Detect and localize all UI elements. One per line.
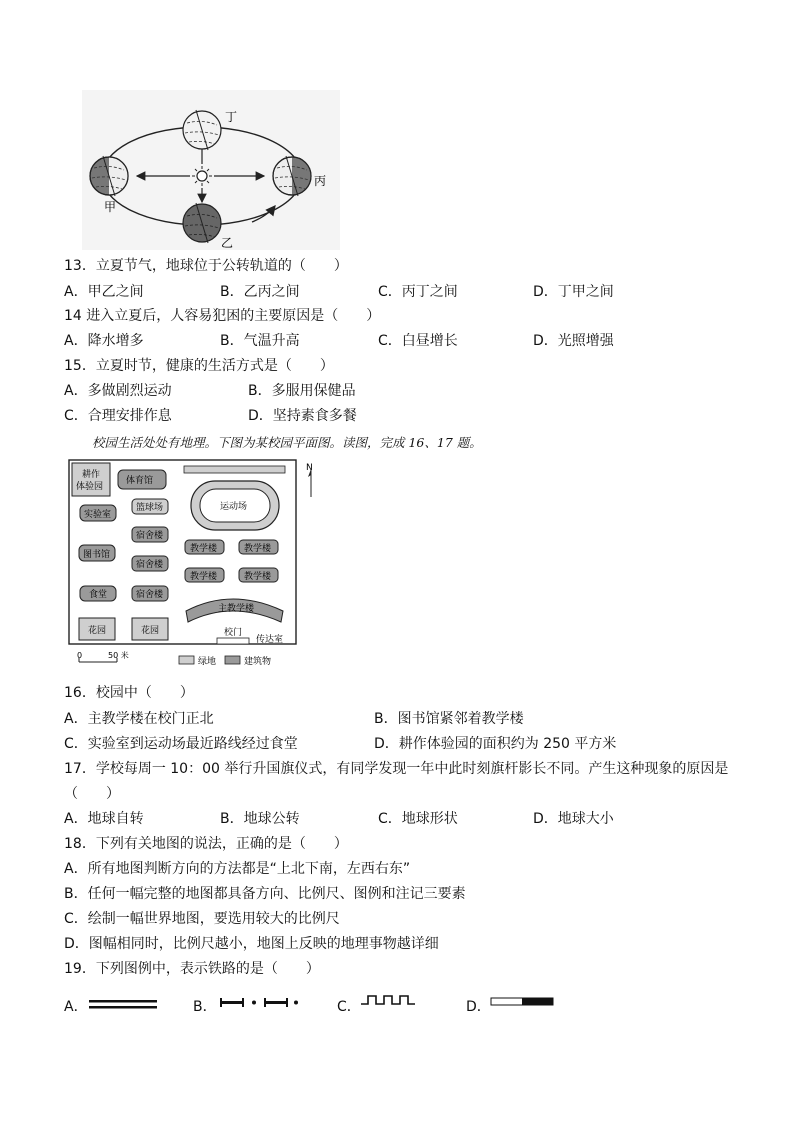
building-farm-1: 耕作 — [82, 470, 101, 480]
north-label: N — [306, 463, 313, 473]
label-ding: 丁 — [225, 110, 238, 124]
q18-option-b[interactable]: B．任何一幅完整的地图都具备方向、比例尺、图例和注记三要素 — [64, 886, 466, 902]
q16-option-b[interactable]: B．图书馆紧邻着教学楼 — [374, 711, 524, 727]
q18-option-c[interactable]: C．绘制一幅世界地图，要选用较大的比例尺 — [64, 911, 340, 927]
q17-option-c[interactable]: C．地球形状 — [378, 811, 458, 827]
railway-black-white-icon[interactable] — [490, 996, 556, 1008]
q16-stem: 16．校园中（ ） — [64, 685, 194, 701]
q14-option-c[interactable]: C．白昼增长 — [378, 333, 458, 349]
q14-option-a[interactable]: A．降水增多 — [64, 333, 144, 349]
scale-zero: 0 — [77, 651, 83, 660]
q19-option-b[interactable]: B． — [193, 999, 217, 1015]
building-teaching-3: 教学楼 — [190, 572, 218, 582]
building-lab: 实验室 — [84, 510, 112, 520]
q14-stem: 14 进入立夏后，人容易犯困的主要原因是（ ） — [64, 308, 381, 324]
building-gym: 体育馆 — [126, 476, 154, 486]
q15-stem: 15．立夏时节，健康的生活方式是（ ） — [64, 358, 334, 374]
q19-option-a[interactable]: A． — [64, 999, 88, 1015]
q15-option-b[interactable]: B．多服用保健品 — [248, 383, 356, 399]
label-jia: 甲 — [104, 200, 117, 214]
q13-option-c[interactable]: C．丙丁之间 — [378, 284, 458, 300]
earth-yi-icon — [183, 203, 221, 243]
q17-stem: 17．学校每周一 10：00 举行升国旗仪式，有同学发现一年中此时刻旗杆影长不同。产生这种现象的原因是 — [64, 761, 729, 777]
q15-option-a[interactable]: A．多做剧烈运动 — [64, 383, 172, 399]
building-dorm-2: 宿舍楼 — [136, 560, 164, 570]
earth-jia-icon — [90, 156, 128, 196]
building-canteen: 食堂 — [89, 590, 108, 600]
q16-option-a[interactable]: A．主教学楼在校门正北 — [64, 711, 214, 727]
q18-option-a[interactable]: A．所有地图判断方向的方法都是“上北下南，左西右东” — [64, 861, 411, 877]
building-garden-1: 花园 — [88, 626, 107, 636]
q17-option-a[interactable]: A．地球自转 — [64, 811, 144, 827]
q18-option-d[interactable]: D．图幅相同时，比例尺越小，地图上反映的地理事物越详细 — [64, 936, 439, 952]
building-library: 图书馆 — [83, 550, 111, 560]
guard-room-label: 传达室 — [256, 635, 284, 645]
earth-bing-icon — [273, 156, 311, 196]
dash-dot-boundary-icon[interactable] — [218, 996, 300, 1010]
building-track: 运动场 — [220, 502, 248, 512]
sun-icon — [192, 166, 212, 186]
legend-green: 绿地 — [198, 657, 217, 667]
q15-option-d[interactable]: D．坚持素食多餐 — [248, 408, 357, 424]
q19-option-d[interactable]: D． — [466, 999, 491, 1015]
q14-option-b[interactable]: B．气温升高 — [220, 333, 300, 349]
q13-option-a[interactable]: A．甲乙之间 — [64, 284, 144, 300]
q13-stem: 13．立夏节气，地球位于公转轨道的（ ） — [64, 258, 348, 274]
orbit-diagram — [82, 90, 340, 250]
building-teaching-1: 教学楼 — [190, 544, 218, 554]
railway-double-line-icon[interactable] — [88, 998, 160, 1012]
scale-value: 50 米 — [108, 651, 129, 660]
q16-option-d[interactable]: D．耕作体验园的面积约为 250 平方米 — [374, 736, 617, 752]
label-bing: 丙 — [314, 174, 327, 188]
north-arrow-icon — [308, 469, 311, 497]
building-main-teaching: 主教学楼 — [218, 604, 255, 614]
building-dorm-3: 宿舍楼 — [136, 590, 164, 600]
gate-label: 校门 — [224, 628, 243, 638]
q13-option-b[interactable]: B．乙丙之间 — [220, 284, 300, 300]
q13-option-d[interactable]: D．丁甲之间 — [533, 284, 614, 300]
building-basketball: 篮球场 — [136, 503, 164, 513]
q19-stem: 19．下列图例中，表示铁路的是（ ） — [64, 961, 320, 977]
wall-symbol-icon[interactable] — [360, 993, 418, 1007]
earth-ding-icon — [183, 110, 221, 150]
q18-stem: 18．下列有关地图的说法，正确的是（ ） — [64, 836, 348, 852]
building-farm-2: 体验园 — [76, 482, 104, 492]
q17-option-d[interactable]: D．地球大小 — [533, 811, 614, 827]
building-teaching-4: 教学楼 — [244, 572, 272, 582]
q17-option-b[interactable]: B．地球公转 — [220, 811, 300, 827]
building-dorm-1: 宿舍楼 — [136, 531, 164, 541]
material-intro: 校园生活处处有地理。下图为某校园平面图。读图，完成 16、17 题。 — [92, 435, 482, 450]
building-garden-2: 花园 — [141, 626, 160, 636]
legend-building: 建筑物 — [244, 657, 272, 667]
campus-map — [68, 459, 318, 671]
q15-option-c[interactable]: C．合理安排作息 — [64, 408, 172, 424]
label-yi: 乙 — [221, 236, 234, 250]
q16-option-c[interactable]: C．实验室到运动场最近路线经过食堂 — [64, 736, 298, 752]
q14-option-d[interactable]: D．光照增强 — [533, 333, 614, 349]
q17-stem-cont: （ ） — [64, 786, 120, 802]
q19-option-c[interactable]: C． — [337, 999, 361, 1015]
building-teaching-2: 教学楼 — [244, 544, 272, 554]
